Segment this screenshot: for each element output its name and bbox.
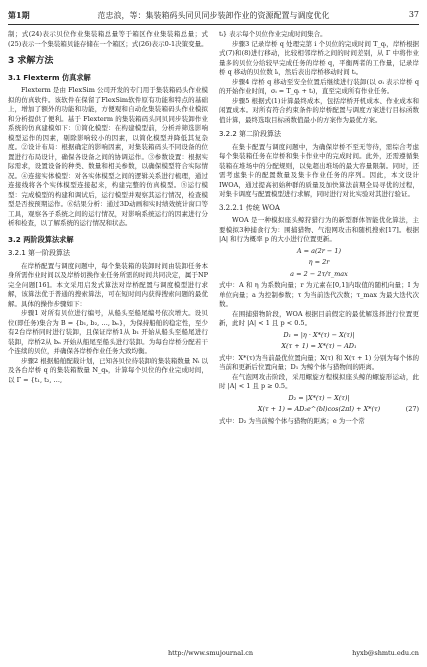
- step-3: 步骤3 记录岸桥 q 处理完第 i 个贝位的完成时间 T_qᵢ，岸桥根据式(7)和(8)进行移动，比较相邻岸桥之间的时间差别，从 Γ 中将作业量多的贝位分给较早完成任务的岸桥 q，平衡两者的工作量，记录岸桥 q 移动的贝位数 lᵢ，然后表出岸桥移动时间 tᵢ。: [219, 39, 419, 76]
- page-footer: [8, 649, 419, 661]
- paragraph-hunt: 在围捕猎物阶段，WOA 根据目前假定的最优解选择进行位置更新，此时 |A| < 1 且 p < 0.5。: [219, 309, 419, 327]
- right-column: [219, 30, 419, 426]
- page-number: 37: [408, 10, 419, 19]
- heading-3-2-2-1: 3.2.2.1 传统 WOA: [219, 203, 280, 212]
- paragraph-first-stage: 在岸桥配置与调度问题中，每个集装箱的装卸时间由装卸任务本身所需作业时间以及岸桥切换作业任务所需的时间共同决定，属于NP完全问题[16]。本文采用启发式算法对岸桥配置与调度模型进行求解，该算法优于普通的搜索算法，可在短时间内获得搜索问题的最优解。具体的操作步骤如下：: [8, 261, 208, 308]
- header-rule: [8, 24, 419, 25]
- step-1: 步骤1 对所有贝位进行编号，从船头至船尾编号依次增大。设贝位(即任务)集合为 B = {b₁, b₂, …, bₙ}，为保持船舶的稳定性，至少有2台岸桥同时进行装卸，且保证岸桥1从 b₁ 开始从船头至船尾进行装卸，岸桥2从 bₙ 开始从船尾至船头进行装卸。为每台岸桥分配若干个连续的贝位，并确保各岸桥作业任务大致均衡。: [8, 309, 208, 355]
- running-title: 范忠浪，等：集装箱码头同贝同步装卸作业的资源配置与调度优化: [97, 11, 330, 20]
- equation-spiral: [219, 405, 419, 415]
- subsubsection-heading-3-2-1: 3.2.1 第一阶段算法: [8, 249, 71, 257]
- where-clause-3: 式中：D₂ 为当前鲸个体与猎物的距离；e 为一个常: [219, 416, 365, 425]
- paragraph-second-stage: 在集卡配置与调度问题中，为确保岸桥不至无等待，需综合考虑每个集装箱任务在岸桥和集卡作业中的完成时间。此外，还需遵循集装箱在堆场中的分配规则，以免超出堆场的最大容量限制。同时，还需考虑集卡的配置数量及集卡作业任务的序列。因此，本文设计 IWOA，通过提高初始种群的质量及加快算法前期全局寻优的过程，对集卡调度与配置模型进行求解，同时进行对比实验对其进行验证。: [219, 142, 419, 198]
- equation-d1: D₁ = |η · X*(τ) − X(τ)|: [283, 330, 355, 339]
- issue-label: 第1期: [8, 10, 30, 20]
- step-2: 步骤2 根据船舶配载计划，已知各贝位待装卸的集装箱数量 Nᵢ 以及各台岸桥 q 的集装箱数量 N_qₖ，计算每个贝位的作业完成时间，以 Γ = {t₁, t₂, …,: [8, 356, 208, 384]
- section-heading-3: 3 求解方法: [8, 56, 54, 66]
- equation-number-27: (27): [405, 405, 419, 413]
- equation-control: a = 2 − 2τ/τ_max: [290, 269, 348, 278]
- equation-spiral-body: X(τ + 1) = AD₂e^(bl)cos(2πl) + X*(τ): [257, 405, 381, 413]
- equation-eta: η = 2r: [308, 258, 330, 266]
- equation-update-1: X(τ + 1) = X*(τ) − AD₁: [281, 342, 357, 350]
- equation-a: A = a(2r − 1): [296, 246, 342, 255]
- where-clause-2: 式中：X*(τ)为当前最优位置向量；X(τ) 和 X(τ + 1) 分别为每个体的当前和更新后位置向量；D₁ 为鲸个体与猎物间的距离。: [219, 353, 419, 371]
- where-clause-1: 式中：A 和 η 为系数向量；r 为元素在[0,1]内取值的随机向量；I 为单位向量；a 为控制参数；τ 为当前迭代次数；τ_max 为最大迭代次数。: [219, 281, 419, 308]
- continuation-text: tᵢ} 表示每个贝位作业完成时间集合。: [219, 30, 327, 38]
- paragraph-bubble: 在气泡网攻击阶段，采用螺旋方程模拟座头鲸的螺旋形运动，此时 |A| < 1 且 p ≥ 0.5。: [219, 372, 419, 390]
- intro-paragraph: 制；式(24)表示贝位作业集装箱总量等于箱区作业集装箱总量；式(25)表示一个集装箱贝能存储在一个箱区；式(26)表示0-1决策变量。: [8, 30, 208, 48]
- journal-url: http://www.smujournal.cn: [168, 649, 254, 657]
- running-header: [8, 10, 419, 24]
- left-column: [8, 30, 208, 385]
- step-5: 步骤5 根据式(1)计算最终成本，包括岸桥开机成本、作业成本和闲置成本。对所有符合约束条件的岸桥配置与调度方案进行目标函数值计算，最终选取目标函数值最小的方案作为最优方案。: [219, 96, 419, 124]
- subsection-heading-3-1: 3.1 Flexterm 仿真求解: [8, 72, 91, 82]
- subsection-heading-3-2: 3.2 两阶段算法求解: [8, 234, 74, 244]
- step-4: 步骤4 岸桥 q 移动至安全位置后继续进行装卸(以 σᵢ 表示岸桥 q 的开始作业时间，σᵢ = T_qᵢ + tᵢ)，直至完成所有作业任务。: [219, 77, 419, 95]
- paragraph-flexterm: Flexterm 是由 FlexSim 公司开发的专门用于集装箱码头作业模拟的仿真软件。该软件在保留了FlexSim软件原有功能和特点的基础上，增加了额外的功能和功能，方便观和自动化集装箱码头作业模拟和分析提供了便利。基于 Flexterm 的集装箱码头同贝同步装卸作业系统的仿真建模如下：①简化模型：在构建模型前，分析并筛选影响模型运作的因素，剔除影响较小的因素，以简化模型并降低其复杂度。②设计布局：根据确定的影响因素，对集装箱码头不同设备的位置进行布局设计，确保各设备之间的协调运作。③参数设置：根据实际需求，设置设备的种类、数量和相关参数，以确保模型符合实际情况。④连接实体模型：对各实体模型之间的逻辑关系进行梳理，通过连接线将各个实体模型连接起来，构建完整的仿真模型。⑤运行模型：完成模型的构建和调试后，运行模型并观察其运行情况，检查模型是否按预期运作。⑥结果分析：通过3D动画和实时绩效统计窗口等工具，观察各子系统之间的运行情况，对影响系统运行的因素进行分析和检查，以了解系统的运行情况和状态。: [8, 86, 208, 227]
- equation-d2: D₂ = |X*(τ) − X(τ)|: [288, 393, 350, 402]
- paragraph-woa: WOA 是一种模拟座头鲸狩猎行为的新型群体智能优化算法，主要模拟3种捕食行为：围捕猎物、气泡网攻击和随机搜索[17]。根据 |A| 和行为概率 p 的大小进行位置更新。: [219, 216, 419, 243]
- journal-email: hyxb@shmtu.edu.cn: [352, 649, 419, 657]
- subsubsection-heading-3-2-2: 3.2.2 第二阶段算法: [219, 130, 282, 138]
